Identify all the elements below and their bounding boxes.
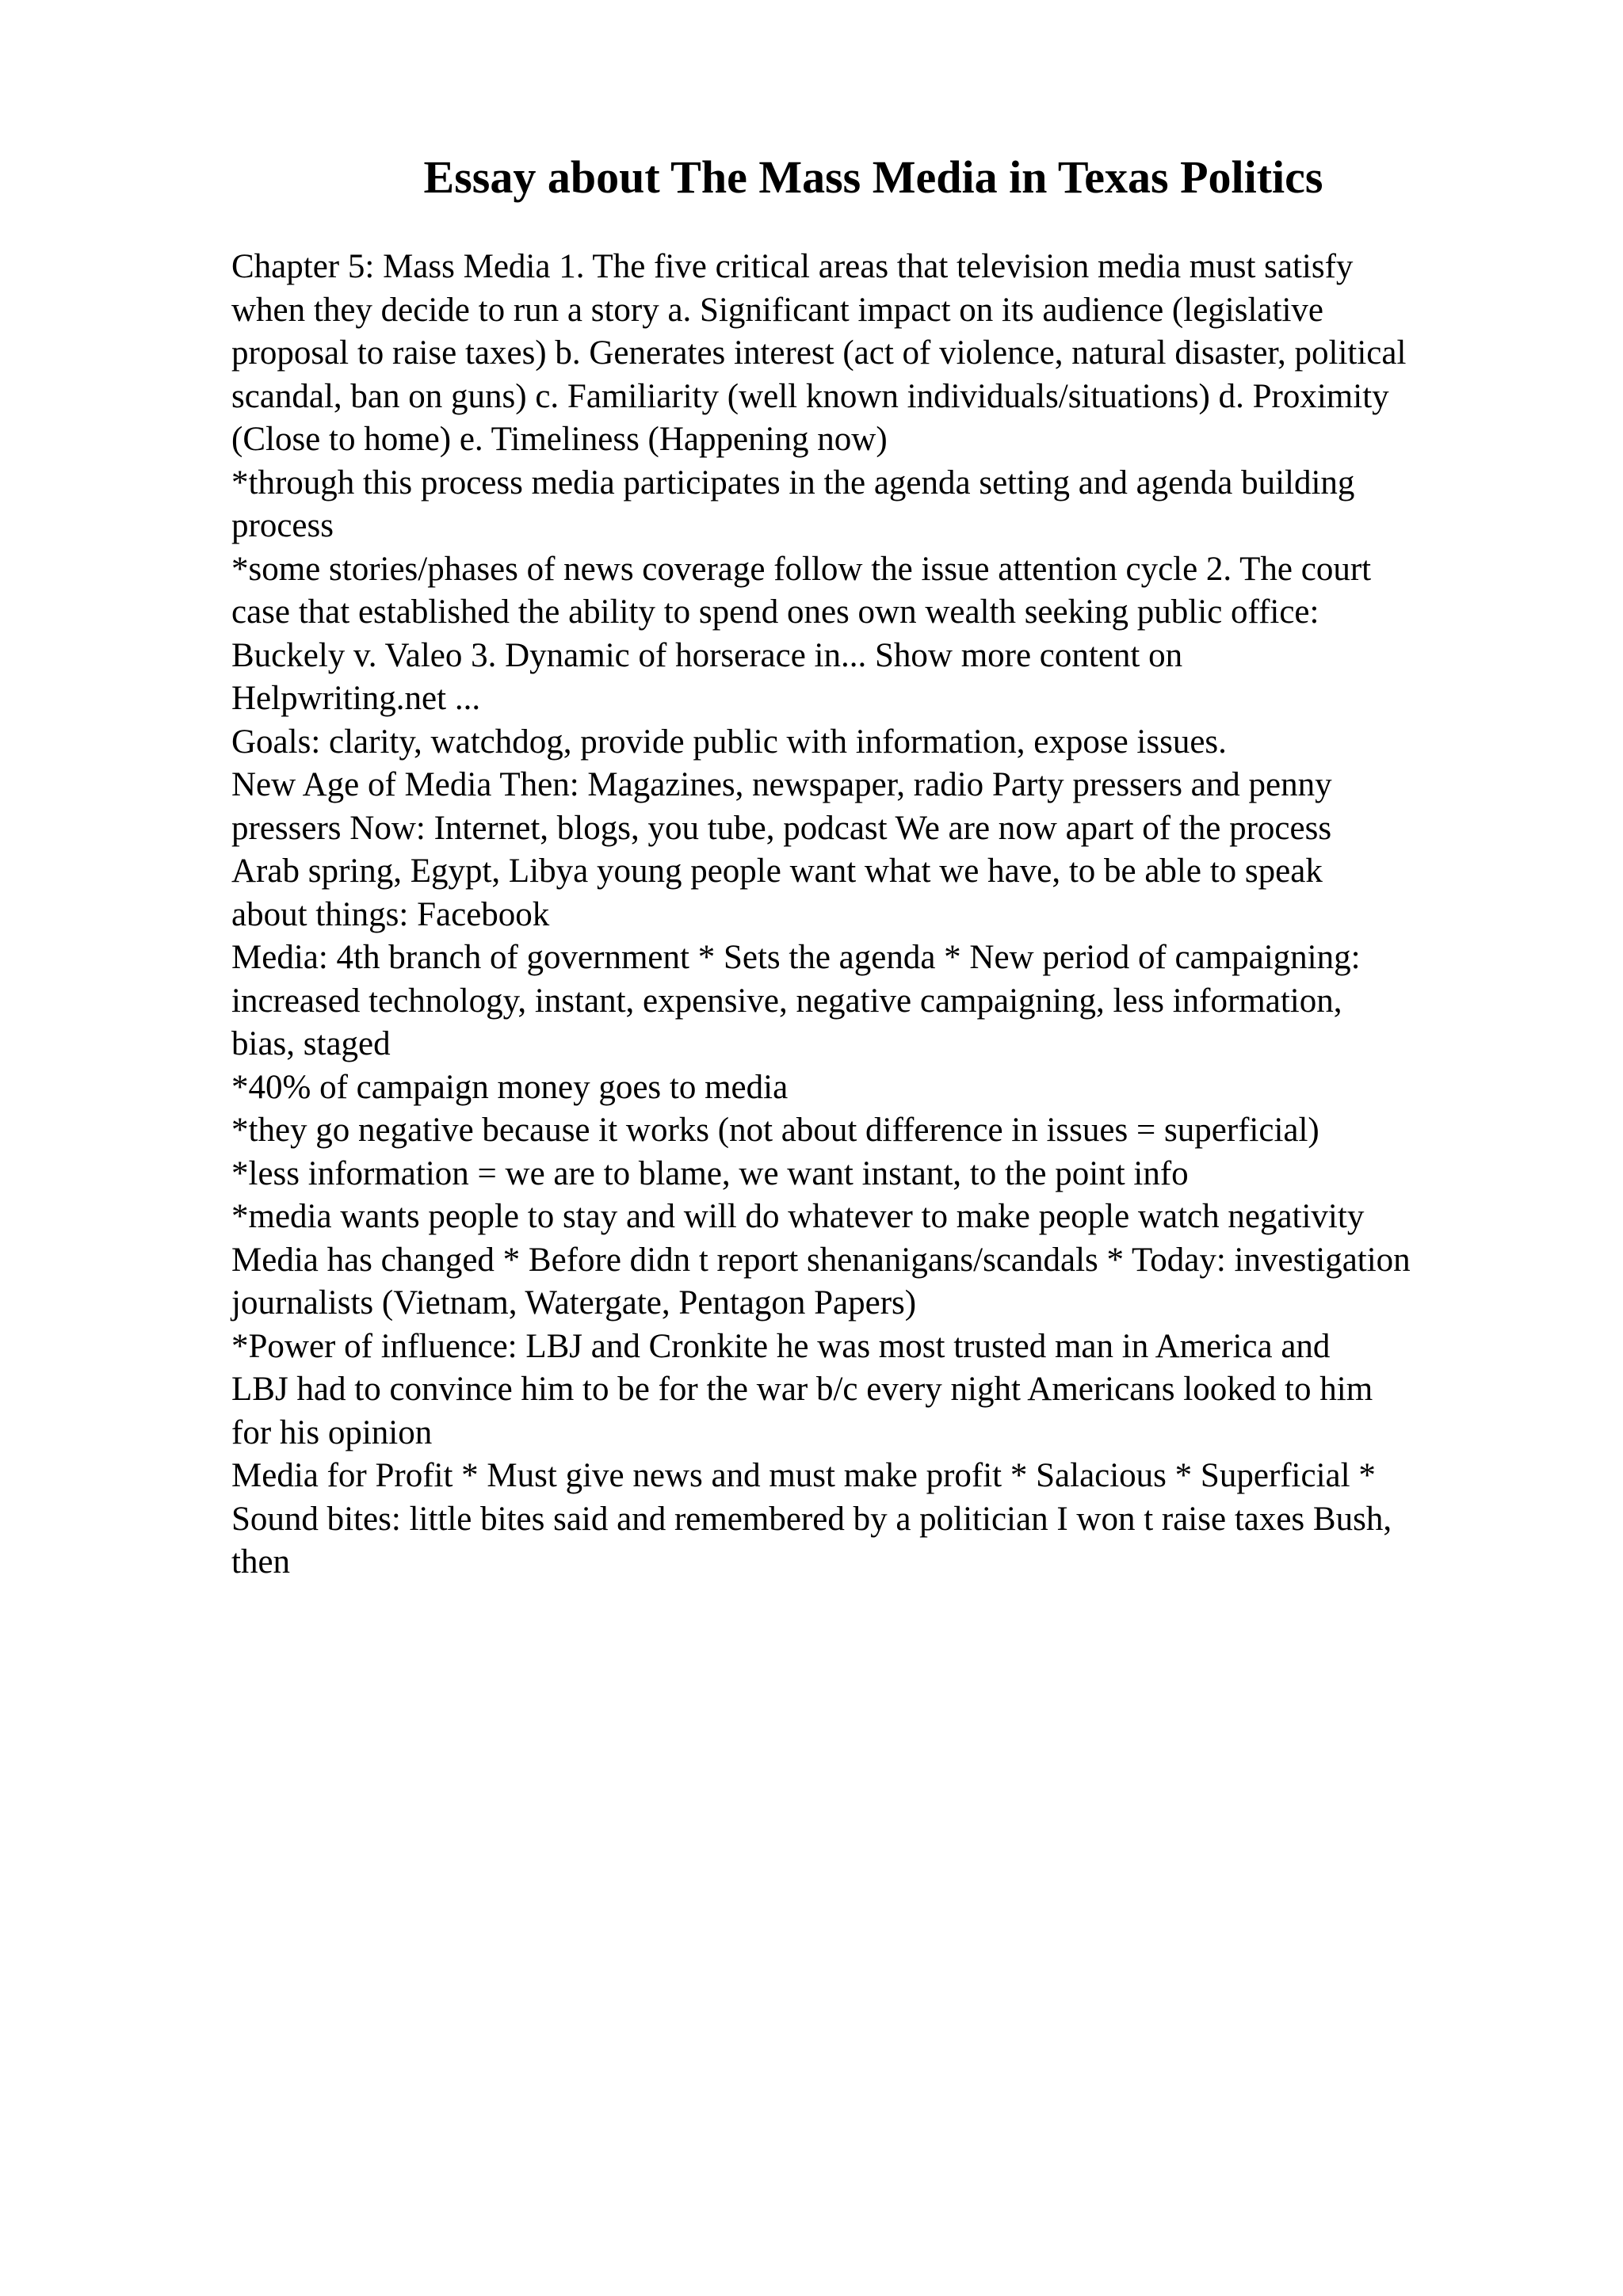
body-line: *40% of campaign money goes to media	[231, 1068, 789, 1106]
body-line: increased technology, instant, expensive, negative campaigning, less information,	[231, 982, 1342, 1020]
body-line: *through this process media participates in the agenda setting and agenda building	[231, 463, 1355, 502]
essay-title: Essay about The Mass Media in Texas Politics	[423, 151, 1323, 203]
body-line: Sound bites: little bites said and remembered by a politician I won t raise taxes Bush,	[231, 1500, 1392, 1538]
body-line: when they decide to run a story a. Significant impact on its audience (legislative	[231, 291, 1323, 329]
body-line: Chapter 5: Mass Media 1. The five critical areas that television media must satisfy	[231, 248, 1354, 285]
body-line: *less information = we are to blame, we want instant, to the point info	[231, 1154, 1189, 1192]
body-line: bias, staged	[231, 1025, 391, 1062]
body-line: Helpwriting.net ...	[231, 680, 481, 717]
body-line: Buckely v. Valeo 3. Dynamic of horserace in... Show more content on	[231, 636, 1183, 674]
body-line: about things: Facebook	[231, 895, 550, 933]
body-line: *Power of influence: LBJ and Cronkite he was most trusted man in America and	[231, 1327, 1331, 1365]
body-line: Media has changed * Before didn t report shenanigans/scandals * Today: investigation	[231, 1241, 1411, 1279]
body-line: Goals: clarity, watchdog, provide public with information, expose issues.	[231, 723, 1227, 761]
body-line: case that established the ability to spend ones own wealth seeking public office:	[231, 593, 1319, 631]
essay-body	[231, 246, 1594, 1585]
body-line: *they go negative because it works (not about difference in issues = superficial)	[231, 1112, 1319, 1149]
body-line: *some stories/phases of news coverage follow the issue attention cycle 2. The court	[231, 550, 1372, 588]
body-line: (Close to home) e. Timeliness (Happening now)	[231, 421, 888, 458]
body-line: Media: 4th branch of government * Sets the agenda * New period of campaigning:	[231, 939, 1361, 976]
body-line: journalists (Vietnam, Watergate, Pentagon Papers)	[231, 1284, 917, 1322]
body-line: then	[231, 1543, 291, 1581]
body-line: proposal to raise taxes) b. Generates interest (act of violence, natural disaster, political	[231, 334, 1407, 372]
body-line: LBJ had to convince him to be for the war b/c every night Americans looked to him	[231, 1371, 1373, 1408]
body-line: Arab spring, Egypt, Libya young people want what we have, to be able to speak	[231, 852, 1323, 890]
body-line: scandal, ban on guns) c. Familiarity (well known individuals/situations) d. Proximity	[231, 377, 1389, 415]
body-line: New Age of Media Then: Magazines, newspaper, radio Party pressers and penny	[231, 766, 1332, 803]
body-line: process	[231, 507, 334, 544]
body-line: Media for Profit * Must give news and must make profit * Salacious * Superficial *	[231, 1457, 1376, 1494]
body-line: pressers Now: Internet, blogs, you tube, podcast We are now apart of the process	[231, 809, 1332, 847]
body-line: for his opinion	[231, 1413, 433, 1451]
body-line: *media wants people to stay and will do whatever to make people watch negativity	[231, 1198, 1365, 1235]
